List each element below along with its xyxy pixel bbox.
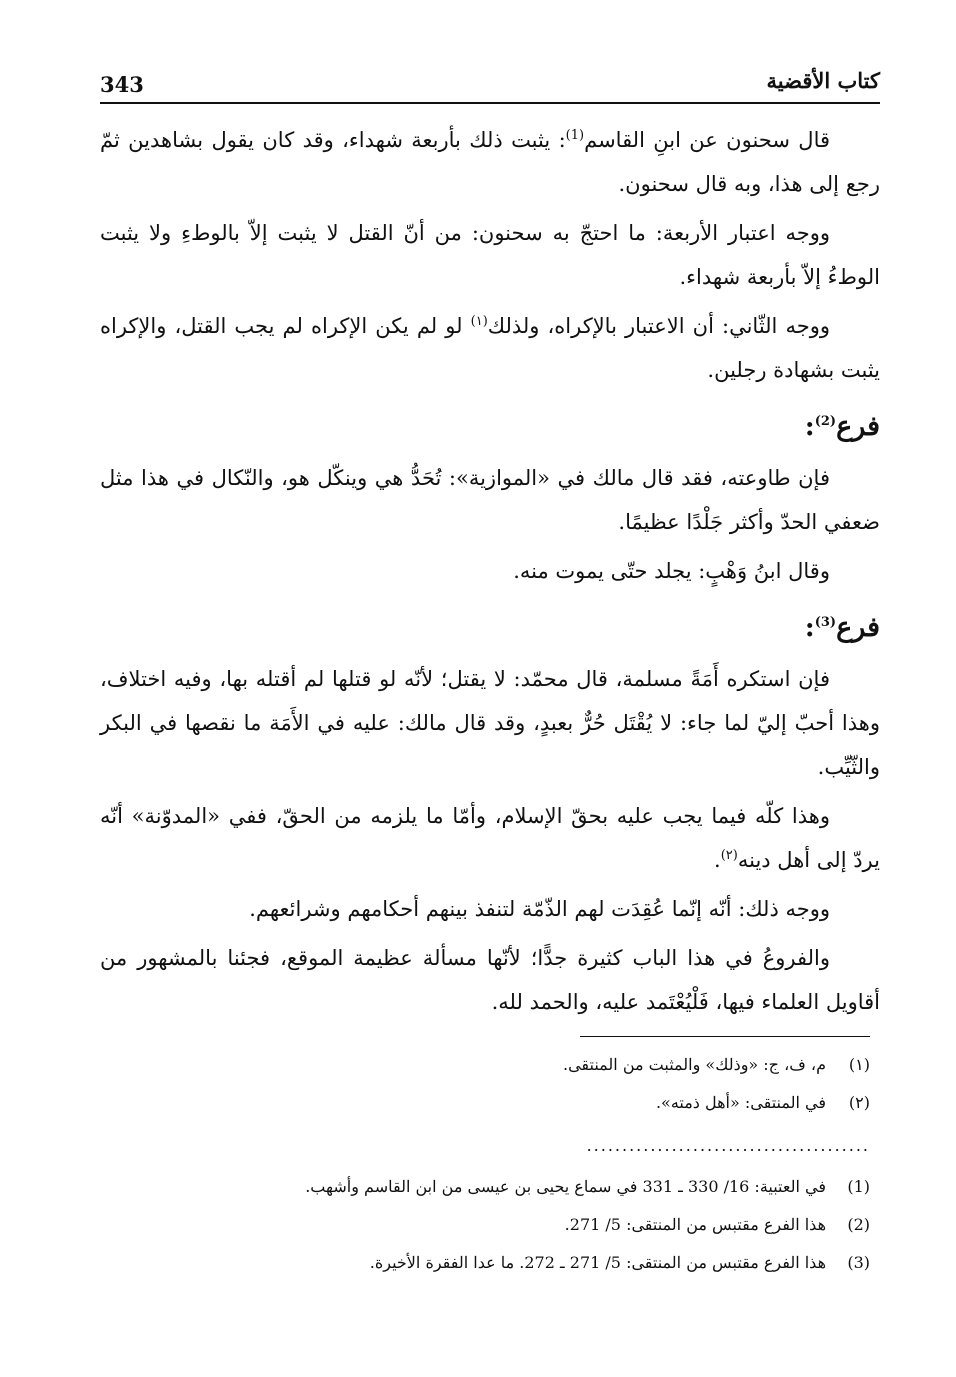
footnote-rule — [580, 1036, 870, 1037]
footnote-text: في العتبية: 16/ 330 ـ 331 في سماع يحيى بن عيسى من ابن القاسم وأشهب. — [305, 1177, 826, 1196]
footnote-item — [100, 1244, 870, 1282]
paragraph-4: فإن طاوعته، فقد قال مالك في «الموازية»: تُحَدُّ هي وينكّل هو، والنّكال في هذا مثل ضعفي الحدّ وأكثر جَلْدًا عظيمًا. — [100, 466, 880, 534]
heading-colon: : — [804, 612, 815, 643]
section-heading-2 — [100, 603, 880, 653]
footnote-item — [100, 1084, 870, 1122]
paragraph-1-rest: : يثبت ذلك بأربعة شهداء، وقد كان يقول بشاهدين ثمّ رجع إلى هذا، وبه قال سحنون. — [100, 128, 880, 196]
paragraph-1 — [100, 118, 880, 206]
paragraph-5: وقال ابنُ وَهْبٍ: يجلد حتّى يموت منه. — [513, 559, 830, 583]
paragraph-9: والفروعُ في هذا الباب كثيرة جدًّا؛ لأنّها مسألة عظيمة الموقع، فجئنا بالمشهور من أقاويل العلماء فيها، فَلْيُعْتَمد عليه، والحمد لله. — [100, 946, 880, 1014]
footnote-text: هذا الفرع مقتبس من المنتقى: 5/ 271 ـ 272. ما عدا الفقرة الأخيرة. — [369, 1253, 826, 1272]
paragraph-6: فإن استكره أَمَةً مسلمة، قال محمّد: لا يقتل؛ لأنّه لو قتلها لم أقتله بها، وفيه اختلاف، وهذا أحبّ إليّ لما جاء: لا يُقْتَل حُرٌّ بعبدٍ، وقد قال مالك: عليه في الأَمَة ما نقصها في البكر والثّيِّب. — [100, 667, 880, 779]
main-text — [100, 118, 880, 1029]
paragraph-3-text: ووجه الثّاني: أن الاعتبار بالإكراه، ولذلك — [487, 314, 831, 338]
footnote-item — [100, 1168, 870, 1206]
footnote-separator-dots: ........................................ — [586, 1136, 870, 1155]
source-footnotes — [100, 1168, 870, 1282]
footnote-text: في المنتقى: «أهل ذمته». — [655, 1093, 826, 1112]
paragraph-1-text: قال سحنون عن ابنِ القاسم — [584, 128, 831, 152]
footnote-text: هذا الفرع مقتبس من المنتقى: 5/ 271. — [564, 1215, 826, 1234]
footnote-ref: (1) — [565, 128, 585, 143]
footnote-number: (١) — [848, 1055, 870, 1074]
section-heading-1 — [100, 402, 880, 452]
header-rule — [100, 102, 880, 104]
paragraph-8: ووجه ذلك: أنّه إنّما عُقِدَت لهم الذّمّة لتنفذ بينهم أحكامهم وشرائعهم. — [249, 897, 830, 921]
footnote-item — [100, 1046, 870, 1084]
paragraph-3-rest: لو لم يكن الإكراه لم يجب القتل، والإكراه يثبت بشهادة رجلين. — [100, 314, 880, 382]
heading-text: فرع — [836, 411, 880, 442]
page-number: 343 — [100, 72, 144, 97]
paragraph-2: ووجه اعتبار الأربعة: ما احتجّ به سحنون: من أنّ القتل لا يثبت إلاّ بالوطءِ ولا يثبت الوطءُ إلاّ بأربعة شهداء. — [100, 221, 880, 289]
heading-text: فرع — [836, 612, 880, 643]
paragraph-7-end: . — [714, 848, 721, 872]
running-head: كتاب الأقضية — [766, 68, 880, 93]
footnote-number: (2) — [847, 1215, 870, 1234]
footnote-item — [100, 1206, 870, 1244]
heading-colon: : — [804, 411, 815, 442]
footnote-ref: (٢) — [720, 848, 738, 863]
page-header — [100, 58, 880, 104]
footnote-ref: (3) — [814, 615, 837, 630]
footnote-number: (1) — [847, 1177, 870, 1196]
paragraph-7 — [100, 794, 880, 882]
editor-footnotes — [100, 1046, 870, 1122]
footnote-ref: (١) — [470, 314, 488, 329]
footnote-ref: (2) — [814, 414, 837, 429]
paragraph-7-text: وهذا كلّه فيما يجب عليه بحقّ الإسلام، وأمّا ما يلزمه من الحقّ، ففي «المدوّنة» أنّه يردّ إلى أهل دينه — [100, 804, 880, 872]
footnote-text: م، ف، ج: «وذلك» والمثبت من المنتقى. — [563, 1055, 826, 1074]
footnote-number: (3) — [847, 1253, 870, 1272]
footnote-number: (٢) — [848, 1093, 870, 1112]
paragraph-3 — [100, 304, 880, 392]
